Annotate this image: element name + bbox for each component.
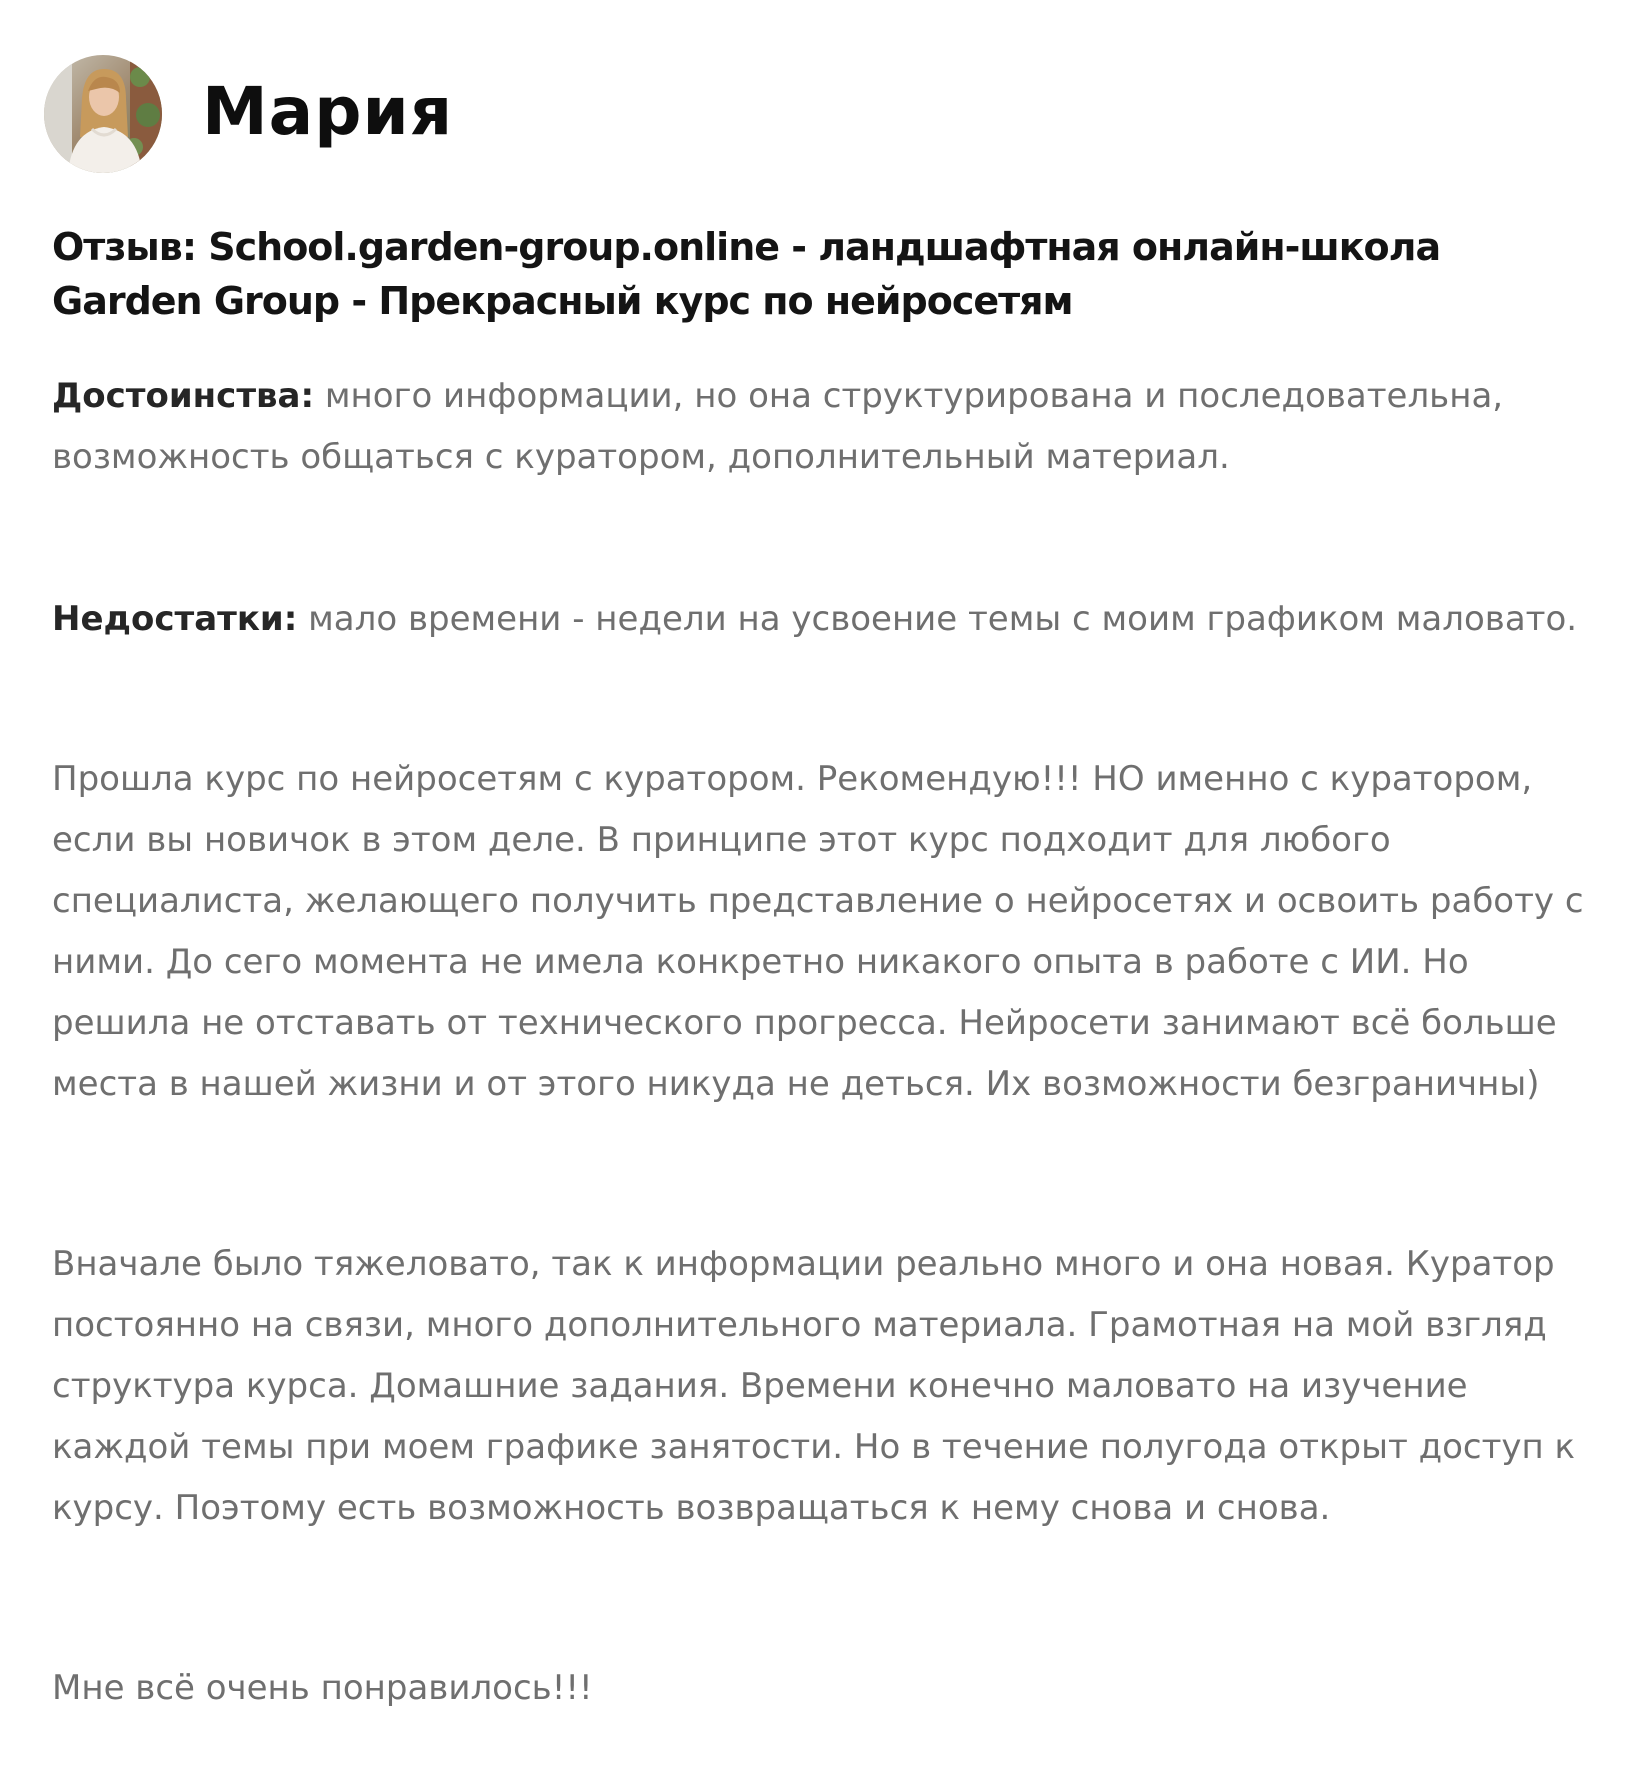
author-name: Мария [202, 73, 454, 150]
review-title: Отзыв: School.garden-group.online - ландшафтная онлайн-школа Garden Group - Прекрасный курс по нейросетям [52, 225, 1441, 323]
review-body-paragraph: Прошла курс по нейросетям с куратором. Рекомендую!!! НО именно с куратором, если вы новичок в этом деле. В принципе этот курс подходит для любого специалиста, желающего получить представление о нейросетях и освоить работу с ними. До сего момента не имела конкретно никакого опыта в работе с ИИ. Но решила не отставать от технического прогресса. Нейросети занимают всё больше места в нашей жизни и от этого никуда не деться. Их возможности безграничны) [52, 759, 1584, 1104]
pros-label: Достоинства: [52, 376, 315, 416]
user-photo-avatar-icon [44, 55, 162, 173]
author-avatar[interactable] [44, 55, 162, 173]
review-cons [52, 589, 1597, 650]
pros-text: много информации, но она структурирована и последовательна, возможность общаться с куратором, дополнительный материал. [52, 376, 1504, 477]
review-author-header [44, 54, 453, 174]
review-body-paragraph: Мне всё очень понравилось!!! [52, 1668, 593, 1708]
review-body-paragraph: Вначале было тяжеловато, так к информации реально много и она новая. Куратор постоянно на связи, много дополнительного материала. Грамотная на мой взгляд структура курса. Домашние задания. Времени конечно маловато на изучение каждой темы при моем графике занятости. Но в течение полугода открыт доступ к курсу. Поэтому есть возможность возвращаться к нему снова и снова. [52, 1244, 1576, 1528]
cons-label: Недостатки: [52, 599, 298, 639]
review-pros [52, 366, 1597, 488]
cons-text: мало времени - недели на усвоение темы с моим графиком маловато. [297, 599, 1578, 639]
